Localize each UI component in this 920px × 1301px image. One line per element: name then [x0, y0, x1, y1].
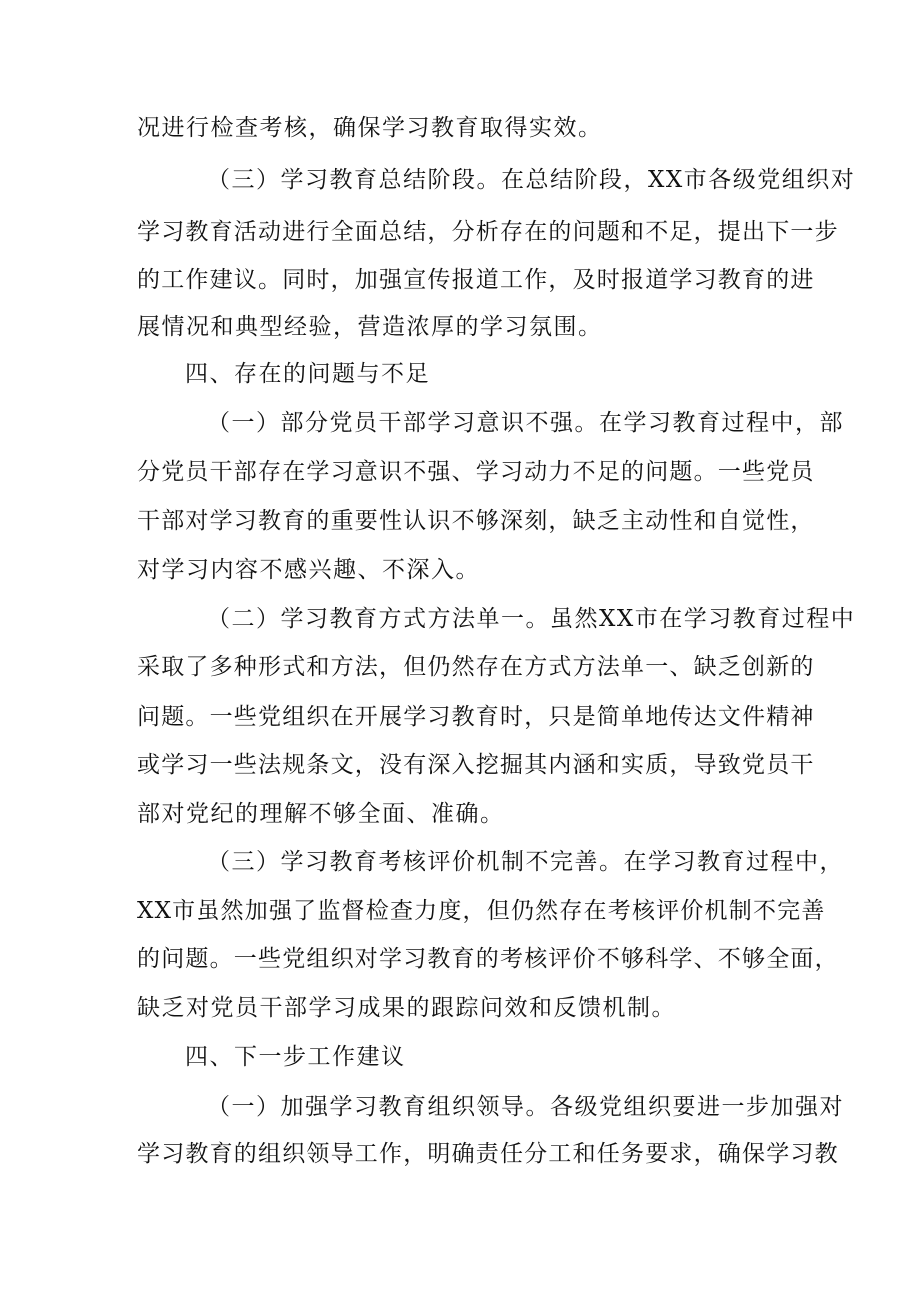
line-text: （三）学习教育总结阶段。在总结阶段，XX市各级党组织对	[207, 167, 856, 193]
line-text: XX市虽然加强了监督检查力度，但仍然存在考核评价机制不完善	[137, 898, 826, 924]
line-text: （三）学习教育考核评价机制不完善。在学习教育过程中，	[207, 849, 844, 875]
paragraph-line	[0, 156, 920, 204]
heading-text: 四、下一步工作建议	[185, 1044, 406, 1070]
paragraph-line	[0, 984, 920, 1032]
section-heading	[0, 1033, 920, 1081]
line-text: （二）学习教育方式方法单一。虽然XX市在学习教育过程中	[207, 606, 856, 632]
line-text: （一）加强学习教育组织领导。各级党组织要进一步加强对	[207, 1094, 844, 1120]
paragraph-line	[0, 790, 920, 838]
line-text: 缺乏对党员干部学习成果的跟踪问效和反馈机制。	[137, 995, 676, 1021]
line-text: 的问题。一些党组织对学习教育的考核评价不够科学、不够全面，	[137, 946, 839, 972]
paragraph-line	[0, 497, 920, 545]
paragraph-line	[0, 935, 920, 983]
line-text: 学习教育活动进行全面总结，分析存在的问题和不足，提出下一步	[137, 219, 839, 245]
line-text: 采取了多种形式和方法，但仍然存在方式方法单一、缺乏创新的	[137, 654, 815, 680]
line-text: 部对党纪的理解不够全面、准确。	[137, 801, 505, 827]
paragraph-line	[0, 546, 920, 594]
paragraph-line	[0, 595, 920, 643]
line-text: 问题。一些党组织在开展学习教育时，只是简单地传达文件精神	[137, 704, 815, 730]
section-heading	[0, 350, 920, 398]
paragraph-line	[0, 303, 920, 351]
paragraph-line	[0, 1083, 920, 1131]
paragraph-line	[0, 693, 920, 741]
paragraph-line	[0, 399, 920, 447]
line-text: 学习教育的组织领导工作，明确责任分工和任务要求，确保学习教	[137, 1141, 839, 1167]
paragraph-line	[0, 887, 920, 935]
paragraph-line	[0, 256, 920, 304]
line-text: 或学习一些法规条文，没有深入挖掘其内涵和实质，导致党员干	[137, 752, 815, 778]
paragraph-line	[0, 643, 920, 691]
paragraph-line	[0, 838, 920, 886]
line-text: （一）部分党员干部学习意识不强。在学习教育过程中，部	[207, 410, 844, 436]
line-text: 对学习内容不感兴趣、不深入。	[137, 557, 480, 583]
heading-text: 四、存在的问题与不足	[185, 361, 430, 387]
paragraph-line	[0, 1130, 920, 1178]
paragraph-line	[0, 208, 920, 256]
line-text: 的工作建议。同时，加强宣传报道工作，及时报道学习教育的进	[137, 267, 815, 293]
paragraph-line	[0, 104, 920, 152]
line-text: 况进行检查考核，确保学习教育取得实效。	[137, 115, 603, 141]
paragraph-line	[0, 448, 920, 496]
line-text: 分党员干部存在学习意识不强、学习动力不足的问题。一些党员	[137, 459, 815, 485]
paragraph-line	[0, 741, 920, 789]
line-text: 干部对学习教育的重要性认识不够深刻，缺乏主动性和自觉性，	[137, 508, 815, 534]
line-text: 展情况和典型经验，营造浓厚的学习氛围。	[137, 314, 603, 340]
